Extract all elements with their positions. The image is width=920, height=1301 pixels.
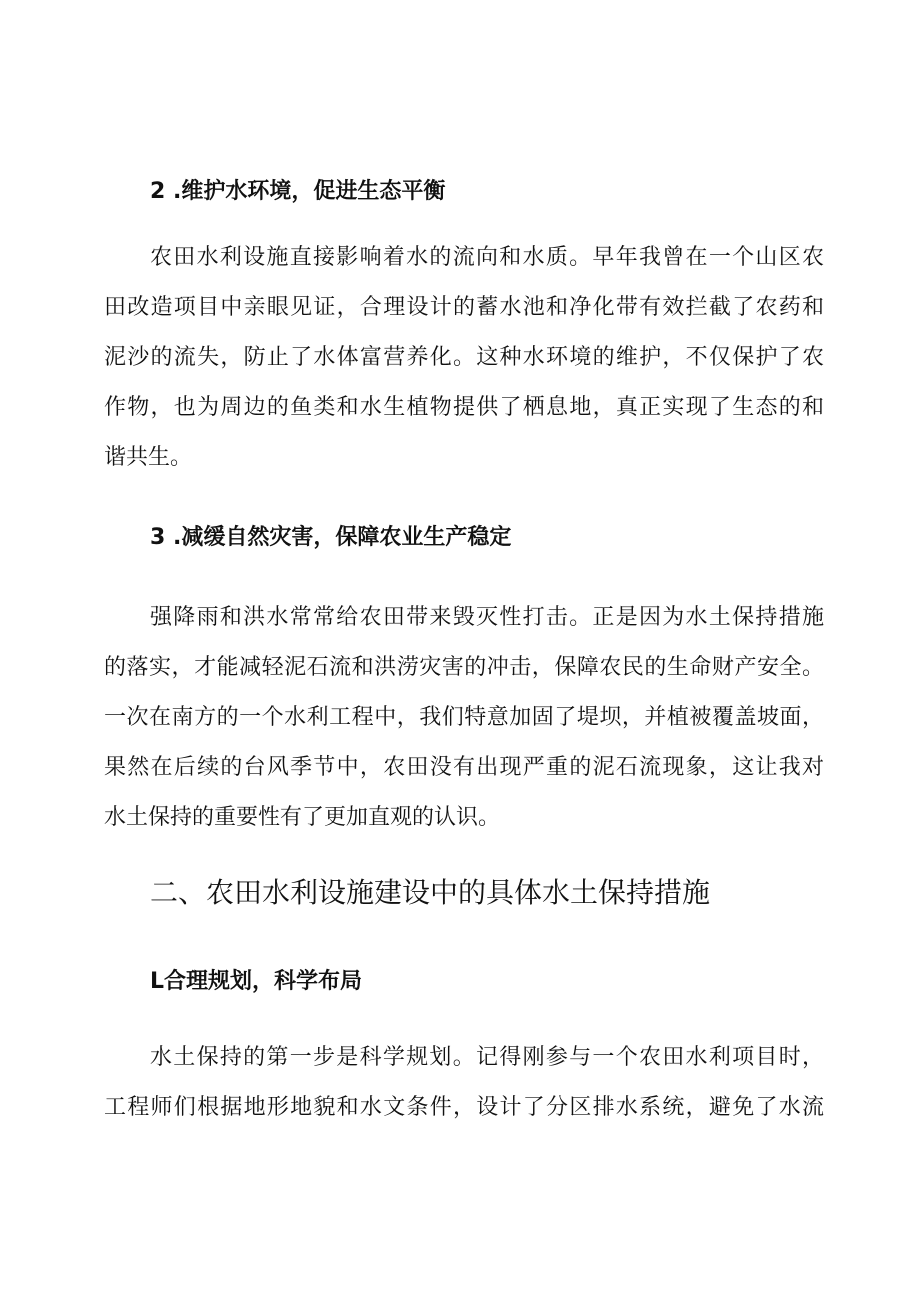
- paragraph-line: 水土保持的重要性有了更加直观的认识。: [104, 805, 501, 830]
- section-heading-disaster-mitigation: 3 .减缓自然灾害，保障农业生产稳定: [150, 525, 512, 550]
- paragraph-line: 一次在南方的一个水利工程中，我们特意加固了堤坝，并植被覆盖坡面，: [104, 705, 824, 730]
- paragraph-line: 果然在后续的台风季节中，农田没有出现严重的泥石流现象，这让我对: [104, 755, 824, 780]
- section-heading-water-environment: 2 .维护水环境，促进生态平衡: [150, 179, 446, 204]
- paragraph-line: 强降雨和洪水常常给农田带来毁灭性打击。正是因为水土保持措施: [150, 605, 824, 630]
- subsection-heading-planning: L合理规划，科学布局: [150, 969, 363, 994]
- paragraph-line: 田改造项目中亲眼见证，合理设计的蓄水池和净化带有效拦截了农药和: [104, 295, 824, 320]
- paragraph-line: 水土保持的第一步是科学规划。记得刚参与一个农田水利项目时，: [150, 1045, 824, 1070]
- paragraph-disaster-mitigation: [104, 593, 824, 843]
- chapter-title: 二、农田水利设施建设中的具体水土保持措施: [150, 876, 711, 909]
- paragraph-line: 谐共生。: [104, 445, 193, 470]
- paragraph-water-environment: [104, 233, 824, 483]
- paragraph-line: 作物，也为周边的鱼类和水生植物提供了栖息地，真正实现了生态的和: [104, 395, 824, 420]
- paragraph-line: 的落实，才能减轻泥石流和洪涝灾害的冲击，保障农民的生命财产安全。: [104, 655, 824, 680]
- paragraph-line: 农田水利设施直接影响着水的流向和水质。早年我曾在一个山区农: [150, 245, 824, 270]
- paragraph-line: 泥沙的流失，防止了水体富营养化。这种水环境的维护，不仅保护了农: [104, 345, 824, 370]
- paragraph-planning: [104, 1033, 824, 1133]
- paragraph-line: 工程师们根据地形地貌和水文条件，设计了分区排水系统，避免了水流: [104, 1095, 824, 1120]
